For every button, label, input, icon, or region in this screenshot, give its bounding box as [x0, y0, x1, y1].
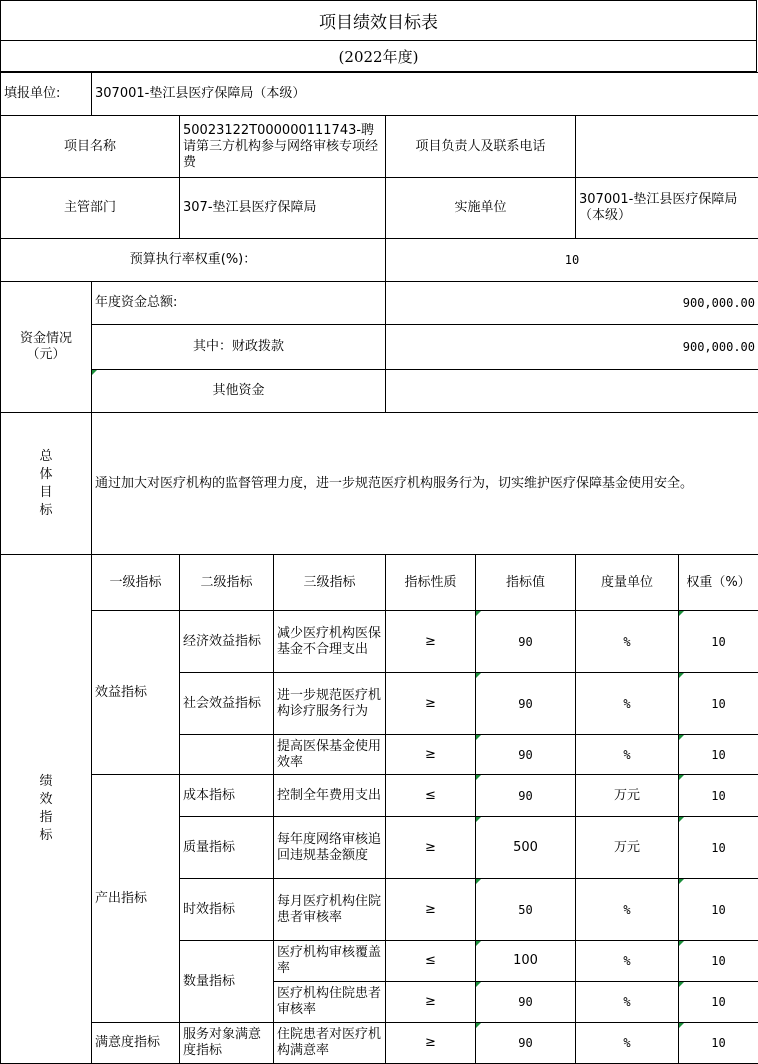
group-benefit: 效益指标 [92, 611, 180, 775]
value-cell: 500 [476, 817, 576, 879]
level2-social: 社会效益指标 [180, 673, 274, 735]
nature-cell: ≤ [386, 775, 476, 817]
unit-cell: 万元 [576, 817, 679, 879]
level2-economic: 经济效益指标 [180, 611, 274, 673]
unit-label: 填报单位: [1, 73, 92, 116]
header-level1: 一级指标 [92, 555, 180, 611]
value-cell: 90 [476, 673, 576, 735]
level3-cell: 每月医疗机构住院患者审核率 [274, 879, 386, 941]
level3-cell: 进一步规范医疗机构诊疗服务行为 [274, 673, 386, 735]
level3-cell: 医疗机构审核覆盖率 [274, 941, 386, 982]
weight-cell: 10 [679, 611, 758, 673]
level3-cell: 住院患者对医疗机构满意率 [274, 1023, 386, 1064]
level2-cost: 成本指标 [180, 775, 274, 817]
indicators-label-char: 标 [39, 828, 53, 843]
goal-text: 通过加大对医疗机构的监督管理力度，进一步规范医疗机构服务行为，切实维护医疗保障基金使用安全。 [92, 413, 758, 555]
header-unit: 度量单位 [576, 555, 679, 611]
budget-weight-label: 预算执行率权重(%)： [1, 239, 386, 282]
indicators-label-char: 效 [39, 792, 53, 807]
nature-cell: ≥ [386, 879, 476, 941]
budget-weight-value: 10 [386, 239, 758, 282]
header-value: 指标值 [476, 555, 576, 611]
value-cell: 100 [476, 941, 576, 982]
unit-cell: % [576, 982, 679, 1023]
level3-cell: 提高医保基金使用效率 [274, 735, 386, 775]
dept-label: 主管部门 [1, 178, 180, 239]
value-cell: 90 [476, 735, 576, 775]
weight-cell: 10 [679, 817, 758, 879]
funds-other-value [386, 370, 758, 413]
nature-cell: ≥ [386, 817, 476, 879]
sheet-title: 项目绩效目标表 [0, 0, 757, 40]
table-row [1, 1023, 758, 1064]
target-table [0, 72, 758, 1064]
unit-cell: % [576, 735, 679, 775]
header-level3: 三级指标 [274, 555, 386, 611]
goal-label-char: 总 [39, 448, 53, 464]
nature-cell: ≥ [386, 1023, 476, 1064]
table-row [1, 611, 758, 673]
value-cell: 90 [476, 611, 576, 673]
unit-cell: % [576, 611, 679, 673]
value-cell: 90 [476, 1023, 576, 1064]
unit-cell: % [576, 879, 679, 941]
weight-cell: 10 [679, 879, 758, 941]
value-cell: 90 [476, 982, 576, 1023]
value-cell: 50 [476, 879, 576, 941]
unit-cell: % [576, 941, 679, 982]
nature-cell: ≥ [386, 611, 476, 673]
level2-timeliness: 时效指标 [180, 879, 274, 941]
manager-value [576, 116, 758, 178]
goal-label-char: 目 [39, 484, 53, 500]
nature-cell: ≤ [386, 941, 476, 982]
impl-value: 307001-垫江县医疗保障局（本级） [576, 178, 758, 239]
header-level2: 二级指标 [180, 555, 274, 611]
nature-cell: ≥ [386, 982, 476, 1023]
nature-cell: ≥ [386, 673, 476, 735]
goal-label-char: 标 [39, 502, 53, 518]
weight-cell: 10 [679, 775, 758, 817]
weight-cell: 10 [679, 735, 758, 775]
table-row [1, 775, 758, 817]
manager-label: 项目负责人及联系电话 [386, 116, 576, 178]
weight-cell: 10 [679, 673, 758, 735]
value-cell: 90 [476, 775, 576, 817]
funds-total-label: 年度资金总额: [92, 282, 386, 325]
unit-cell: % [576, 673, 679, 735]
dept-value: 307-垫江县医疗保障局 [180, 178, 386, 239]
funds-total-value: 900,000.00 [386, 282, 758, 325]
level3-cell: 医疗机构住院患者审核率 [274, 982, 386, 1023]
level3-cell: 减少医疗机构医保基金不合理支出 [274, 611, 386, 673]
funds-fiscal-value: 900,000.00 [386, 325, 758, 370]
funds-label-line1: 资金情况 [19, 331, 72, 346]
funds-other-label: 其他资金 [92, 370, 386, 413]
goal-label [1, 413, 92, 555]
nature-cell: ≥ [386, 735, 476, 775]
weight-cell: 10 [679, 982, 758, 1023]
indicators-label-char: 指 [39, 810, 53, 825]
unit-value: 307001-垫江县医疗保障局（本级） [92, 73, 758, 116]
funds-label-line2: （元） [26, 347, 66, 362]
project-name-label: 项目名称 [1, 116, 180, 178]
indicators-label [1, 555, 92, 1064]
level2-empty [180, 735, 274, 775]
level2-quantity: 数量指标 [180, 941, 274, 1023]
funds-label [1, 282, 92, 413]
group-output: 产出指标 [92, 775, 180, 1023]
level2-quality: 质量指标 [180, 817, 274, 879]
weight-cell: 10 [679, 1023, 758, 1064]
project-name-value: 50023122T000000111743-聘请第三方机构参与网络审核专项经费 [180, 116, 386, 178]
indicators-label-char: 绩 [39, 774, 53, 789]
unit-cell: 万元 [576, 775, 679, 817]
level2-service: 服务对象满意度指标 [180, 1023, 274, 1064]
sheet-year: (2022年度) [0, 40, 757, 72]
level3-cell: 每年度网络审核追回违规基金额度 [274, 817, 386, 879]
header-nature: 指标性质 [386, 555, 476, 611]
funds-fiscal-label: 其中：财政拨款 [92, 325, 386, 370]
group-satisfaction: 满意度指标 [92, 1023, 180, 1064]
header-weight: 权重（%） [679, 555, 758, 611]
weight-cell: 10 [679, 941, 758, 982]
goal-label-char: 体 [39, 466, 53, 482]
level3-cell: 控制全年费用支出 [274, 775, 386, 817]
unit-cell: % [576, 1023, 679, 1064]
impl-label: 实施单位 [386, 178, 576, 239]
